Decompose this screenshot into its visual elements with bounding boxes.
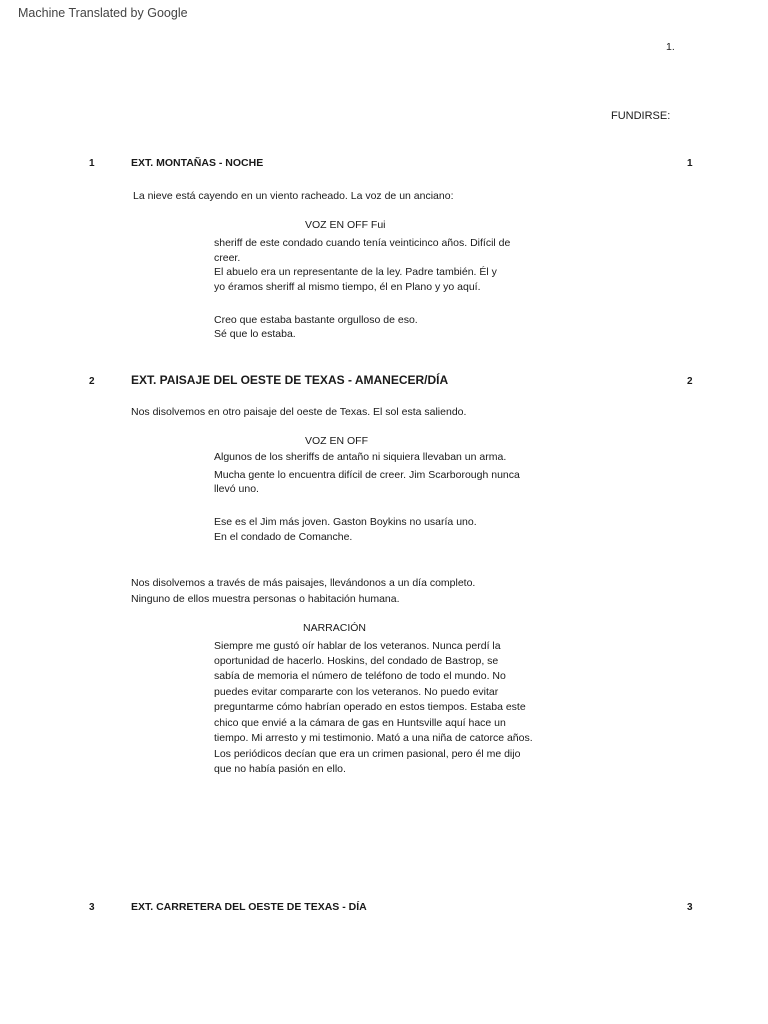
dialogue-line: Sé que lo estaba. bbox=[214, 328, 296, 340]
dialogue-line: Siempre me gustó oír hablar de los veteranos. Nunca perdí la bbox=[214, 640, 501, 652]
dialogue-line: chico que envié a la cámara de gas en Huntsville aquí hace un bbox=[214, 717, 506, 729]
dialogue-line: yo éramos sheriff al mismo tiempo, él en Plano y yo aquí. bbox=[214, 281, 481, 293]
scene-number-left: 3 bbox=[89, 902, 95, 913]
translation-banner: Machine Translated by Google bbox=[18, 6, 188, 20]
scene-number-right: 3 bbox=[687, 902, 693, 913]
action-line: La nieve está cayendo en un viento racheado. La voz de un anciano: bbox=[133, 190, 454, 202]
transition-fade-in: FUNDIRSE: bbox=[611, 110, 671, 122]
page-number: 1. bbox=[666, 41, 675, 53]
scene-number-right: 2 bbox=[687, 376, 693, 387]
dialogue-line: que no había pasión en ello. bbox=[214, 763, 346, 775]
dialogue-line: preguntarme cómo habrían operado en estos tiempos. Estaba este bbox=[214, 701, 526, 713]
dialogue-line: El abuelo era un representante de la ley. Padre también. Él y bbox=[214, 266, 497, 278]
scene-number-left: 1 bbox=[89, 158, 95, 169]
dialogue-line: puedes evitar compararte con los veteranos. No puedo evitar bbox=[214, 686, 499, 698]
dialogue-line: oportunidad de hacerlo. Hoskins, del condado de Bastrop, se bbox=[214, 655, 499, 667]
dialogue-line: En el condado de Comanche. bbox=[214, 531, 353, 543]
dialogue-line: Los periódicos decían que era un crimen pasional, pero él me dijo bbox=[214, 748, 521, 760]
dialogue-line: tiempo. Mi arresto y mi testimonio. Mató a una niña de catorce años. bbox=[214, 732, 533, 744]
character-cue: NARRACIÓN bbox=[303, 622, 367, 634]
dialogue-line: llevó uno. bbox=[214, 483, 259, 495]
dialogue-line: sheriff de este condado cuando tenía veinticinco años. Difícil de bbox=[214, 237, 511, 249]
character-cue: VOZ EN OFF bbox=[305, 435, 368, 447]
scene-number-right: 1 bbox=[687, 158, 693, 169]
dialogue-line: Ese es el Jim más joven. Gaston Boykins no usaría uno. bbox=[214, 516, 477, 528]
dialogue-line: creer. bbox=[214, 252, 241, 264]
dialogue-line: Creo que estaba bastante orgulloso de eso. bbox=[214, 314, 418, 326]
dialogue-line: Mucha gente lo encuentra difícil de creer. Jim Scarborough nunca bbox=[214, 469, 520, 481]
scene-heading: EXT. MONTAÑAS - NOCHE bbox=[131, 157, 264, 169]
action-line: Nos disolvemos a través de más paisajes, llevándonos a un día completo. bbox=[131, 577, 476, 589]
scene-heading: EXT. CARRETERA DEL OESTE DE TEXAS - DÍA bbox=[131, 901, 367, 913]
dialogue-line: Algunos de los sheriffs de antaño ni siquiera llevaban un arma. bbox=[214, 451, 507, 463]
action-line: Nos disolvemos en otro paisaje del oeste de Texas. El sol esta saliendo. bbox=[131, 406, 467, 418]
action-line: Ninguno de ellos muestra personas o habitación humana. bbox=[131, 593, 400, 605]
dialogue-line: sabía de memoria el número de teléfono de todo el mundo. No bbox=[214, 670, 506, 682]
scene-number-left: 2 bbox=[89, 376, 95, 387]
scene-heading: EXT. PAISAJE DEL OESTE DE TEXAS - AMANECER/DÍA bbox=[131, 373, 449, 387]
character-cue: VOZ EN OFF Fui bbox=[305, 219, 386, 231]
